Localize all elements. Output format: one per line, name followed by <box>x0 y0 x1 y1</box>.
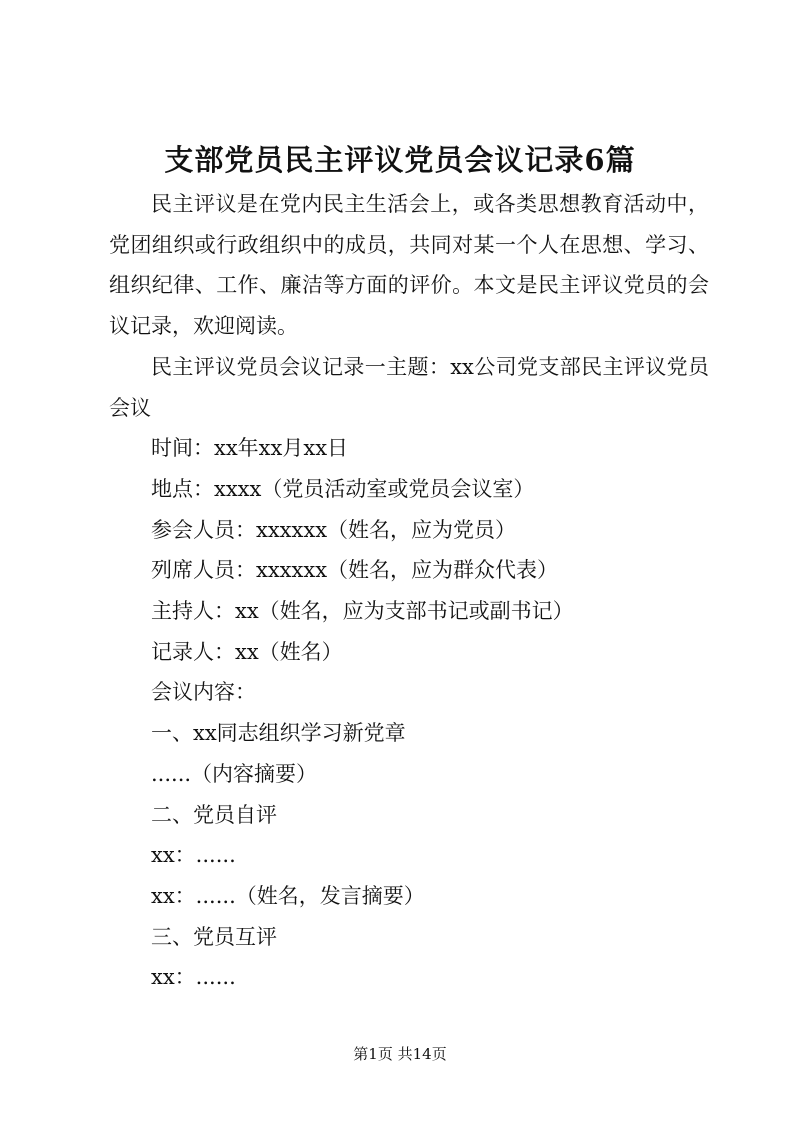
meeting-recorder: 记录人：xx（姓名） <box>151 639 343 664</box>
intro-paragraph: 民主评议是在党内民主生活会上，或各类思想教育活动中，党团组织或行政组织中的成员，共同对某一个人在思想、学习、组织纪律、工作、廉洁等方面的评价。本文是民主评议党员的会议记录，欢迎阅读。 <box>109 192 709 339</box>
section-3-heading: 三、党员互评 <box>151 924 277 949</box>
meeting-observers: 列席人员：xxxxxx（姓名，应为群众代表） <box>151 558 559 583</box>
section-2-item-2: xx：......（姓名，发言摘要） <box>151 883 425 908</box>
record-heading: 民主评议党员会议记录一主题：xx公司党支部民主评议党员会议 <box>109 354 709 420</box>
document-title: 支部党员民主评议党员会议记录6篇 <box>164 143 636 177</box>
document-body <box>109 184 709 998</box>
section-1-heading: 一、xx同志组织学习新党章 <box>151 721 406 746</box>
meeting-host: 主持人：xx（姓名，应为支部书记或副书记） <box>151 599 574 624</box>
section-3-item-1: xx：...... <box>151 965 236 990</box>
content-label: 会议内容： <box>151 680 256 705</box>
section-2-item-1: xx：...... <box>151 843 236 868</box>
section-1-summary: ......（内容摘要） <box>151 761 318 786</box>
meeting-time: 时间：xx年xx月xx日 <box>151 436 349 461</box>
page-footer: 第1页 共14页 <box>353 1045 447 1063</box>
section-2-heading: 二、党员自评 <box>151 802 277 827</box>
meeting-attendees: 参会人员：xxxxxx（姓名，应为党员） <box>151 517 517 542</box>
meeting-place: 地点：xxxx（党员活动室或党员会议室） <box>151 476 535 501</box>
